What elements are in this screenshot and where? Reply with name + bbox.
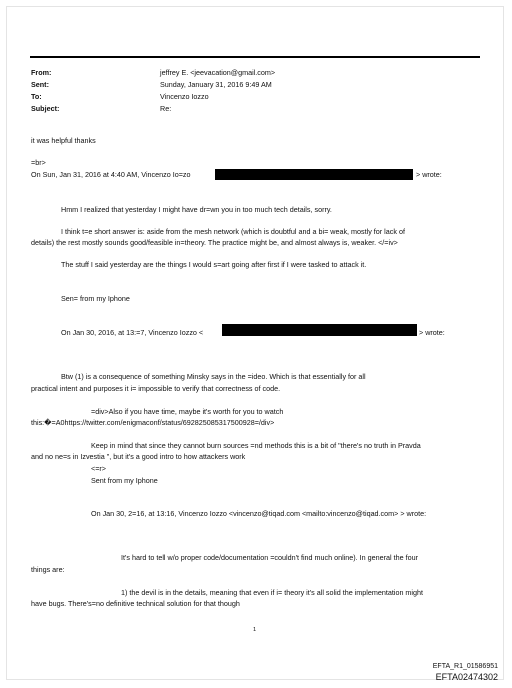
body-line: > wrote: (416, 170, 442, 179)
redaction-bar (222, 324, 417, 336)
sent-label: Sent: (31, 80, 49, 89)
body-line: Sent from my Iphone (91, 476, 158, 485)
body-line: The stuff I said yesterday are the things I would s=art going after first if I were tasked to attack it. (61, 260, 367, 269)
redaction-bar (215, 169, 413, 180)
doc-id-large: EFTA02474302 (435, 672, 498, 682)
subject-value: Re: (160, 104, 172, 113)
body-line: It's hard to tell w/o proper code/documentation =couldn't find much online). In general the four (121, 553, 419, 562)
body-line: this:�=A0https://twitter.com/enigmaconf/status/692825085317500928=/div> (31, 418, 275, 427)
body-line: have bugs. There's=no definitive technical solution for that though (31, 599, 240, 608)
header-top-rule (30, 56, 480, 58)
page-border (6, 6, 504, 680)
body-line: <=r> (91, 464, 106, 473)
body-line: Keep in mind that since they cannot burn sources =nd methods this is a bit of "there's no truth in Pravda (91, 441, 421, 450)
body-line: 1) the devil is in the details, meaning that even if i= theory it's all solid the implementation might (121, 588, 424, 597)
from-value: jeffrey E. <jeevacation@gmail.com> (160, 68, 276, 77)
body-line: practical intent and purposes it i= impossible to verify that correctness of code. (31, 384, 281, 393)
body-line: and no ne=s in Izvestia ", but it's a good intro to how attackers work (31, 452, 246, 461)
to-value: Vincenzo Iozzo (160, 92, 209, 101)
sent-value: Sunday, January 31, 2016 9:49 AM (160, 80, 272, 89)
body-line: On Jan 30, 2=16, at 13:16, Vincenzo Iozzo <vincenzo@tiqad.com <mailto:vincenzo@tiqad.com> > wrote: (91, 509, 427, 518)
body-line: =div>Also if you have time, maybe it's worth for you to watch (91, 407, 284, 416)
doc-id-small: EFTA_R1_01586951 (432, 663, 498, 670)
body-line: Sen= from my Iphone (61, 294, 130, 303)
body-line: Btw (1) is a consequence of something Minsky says in the =ideo. Which is that essentially for all (61, 372, 366, 381)
subject-label: Subject: (31, 104, 60, 113)
body-line: On Sun, Jan 31, 2016 at 4:40 AM, Vincenzo Io=zo (31, 170, 191, 179)
page-number: 1 (253, 627, 257, 633)
body-line: > wrote: (419, 328, 445, 337)
body-line: things are: (31, 565, 65, 574)
body-line: Hmm I realized that yesterday I might have dr=wn you in too much tech details, sorry. (61, 205, 332, 214)
body-line: =br> (31, 158, 46, 167)
body-line: On Jan 30, 2016, at 13:=7, Vincenzo Iozzo < (61, 328, 204, 337)
body-line: I think t=e short answer is: aside from the mesh network (which is doubtful and a bi= weak, mostly for lack of (61, 227, 405, 236)
to-label: To: (31, 92, 42, 101)
from-label: From: (31, 68, 52, 77)
body-line: details) the rest mostly sounds good/feasible in=theory. The practice might be, and almost always is, weaker. </=iv> (31, 238, 398, 247)
body-line: it was helpful thanks (31, 136, 96, 145)
